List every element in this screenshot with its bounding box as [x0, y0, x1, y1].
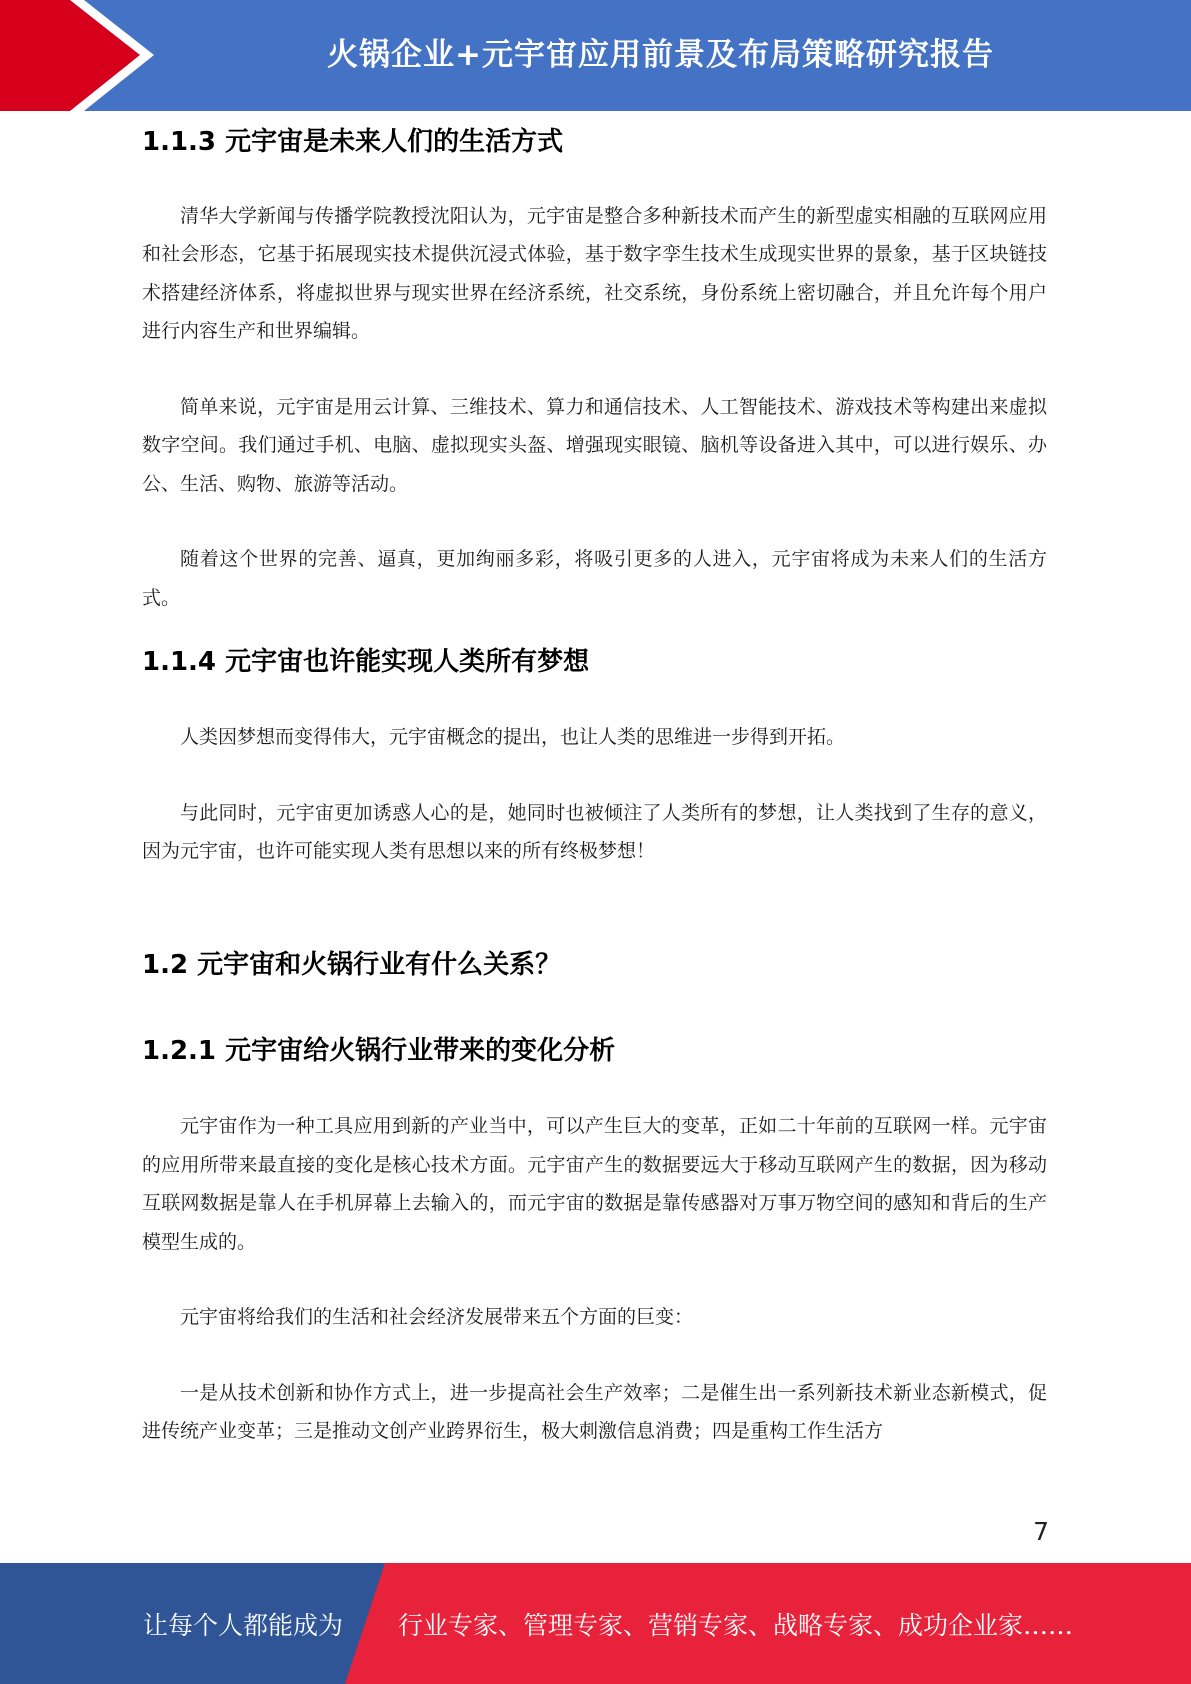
page-content [142, 126, 1047, 1451]
section-heading-1-2: 1.2 元宇宙和火锅行业有什么关系？ [142, 949, 562, 980]
page-footer [0, 1563, 1191, 1684]
section-heading-1-1-4: 1.1.4 元宇宙也许能实现人类所有梦想 [142, 647, 590, 678]
paragraph: 元宇宙作为一种工具应用到新的产业当中，可以产生巨大的变革，正如二十年前的互联网一样。元宇宙的应用所带来最直接的变化是核心技术方面。元宇宙产生的数据要远大于移动互联网产生的数据，因为移动互联网数据是靠人在手机屏幕上去输入的，而元宇宙的数据是靠传感器对万事万物空间的感知和背后的生产模型生成的。 [142, 1115, 1047, 1253]
footer-slogan-right: 行业专家、管理专家、营销专家、战略专家、成功企业家…… [398, 1610, 1074, 1640]
section-heading-1-2-1: 1.2.1 元宇宙给火锅行业带来的变化分析 [142, 1036, 616, 1067]
paragraph: 元宇宙将给我们的生活和社会经济发展带来五个方面的巨变： [180, 1306, 694, 1329]
paragraph: 简单来说，元宇宙是用云计算、三维技术、算力和通信技术、人工智能技术、游戏技术等构建出来虚拟数字空间。我们通过手机、电脑、虚拟现实头盔、增强现实眼镜、脑机等设备进入其中，可以进行娱乐、办公、生活、购物、旅游等活动。 [142, 395, 1047, 495]
section-heading-1-1-3: 1.1.3 元宇宙是未来人们的生活方式 [142, 127, 564, 157]
page-header [0, 0, 1191, 111]
paragraph: 清华大学新闻与传播学院教授沈阳认为，元宇宙是整合多种新技术而产生的新型虚实相融的互联网应用和社会形态，它基于拓展现实技术提供沉浸式体验，基于数字孪生技术生成现实世界的景象，基于区块链技术搭建经济体系，将虚拟世界与现实世界在经济系统，社交系统，身份系统上密切融合，并且允许每个用户进行内容生产和世界编辑。 [142, 204, 1047, 343]
paragraph: 人类因梦想而变得伟大，元宇宙概念的提出，也让人类的思维进一步得到开拓。 [180, 726, 846, 749]
paragraph: 一是从技术创新和协作方式上，进一步提高社会生产效率；二是催生出一系列新技术新业态新模式，促进传统产业变革；三是推动文创产业跨界衍生，极大刺激信息消费；四是重构工作生活方 [142, 1381, 1047, 1443]
paragraph: 随着这个世界的完善、逼真，更加绚丽多彩，将吸引更多的人进入，元宇宙将成为未来人们的生活方式。 [142, 548, 1047, 609]
page-number: 7 [1033, 1517, 1049, 1546]
paragraph: 与此同时，元宇宙更加诱惑人心的是，她同时也被倾注了人类所有的梦想，让人类找到了生存的意义，因为元宇宙，也许可能实现人类有思想以来的所有终极梦想！ [142, 801, 1047, 863]
footer-slogan-left: 让每个人都能成为 [143, 1610, 344, 1640]
report-title: 火锅企业+元宇宙应用前景及布局策略研究报告 [327, 36, 994, 73]
